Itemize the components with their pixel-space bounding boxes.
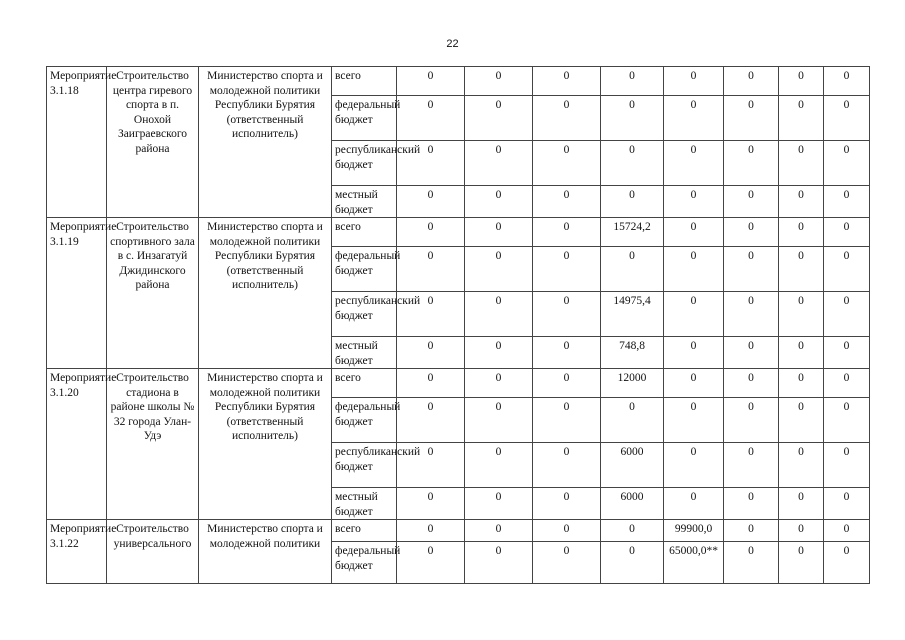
funding-value: 0 [724,96,779,141]
funding-value: 0 [533,96,601,141]
activity-id: Мероприятие 3.1.18 [47,67,107,218]
funding-source: местный бюджет [332,337,397,369]
table-row [47,520,870,542]
activity-name: Строительство спортивного зала в с. Инзагатуй Джидинского района [107,218,199,369]
funding-value: 0 [465,186,533,218]
activity-name: Строительство центра гиревого спорта в п. Онохой Заиграевского района [107,67,199,218]
funding-value: 0 [779,141,824,186]
funding-value: 0 [724,542,779,584]
funding-source: всего [332,67,397,96]
funding-value: 0 [779,96,824,141]
funding-source: федеральный бюджет [332,398,397,443]
funding-value: 0 [601,186,664,218]
funding-value: 0 [601,520,664,542]
funding-value: 0 [533,369,601,398]
funding-value: 0 [397,96,465,141]
funding-value: 0 [465,398,533,443]
funding-value: 0 [724,186,779,218]
funding-value: 0 [397,520,465,542]
funding-value: 0 [601,67,664,96]
funding-value: 0 [779,542,824,584]
funding-value: 0 [824,369,870,398]
funding-value: 0 [465,337,533,369]
table-row [47,369,870,398]
activity-executor: Министерство спорта и молодежной политики Республики Бурятия (ответственный исполнитель) [199,369,332,520]
funding-value: 0 [824,218,870,247]
funding-value: 0 [824,337,870,369]
funding-value: 0 [824,520,870,542]
funding-value: 0 [724,218,779,247]
funding-value: 0 [397,369,465,398]
funding-value: 0 [465,369,533,398]
funding-value: 0 [397,542,465,584]
funding-value: 0 [724,369,779,398]
funding-value: 6000 [601,443,664,488]
funding-value: 0 [397,292,465,337]
page-number: 22 [446,38,459,50]
funding-value: 0 [664,292,724,337]
funding-value: 0 [397,247,465,292]
funding-value: 0 [779,398,824,443]
funding-value: 0 [533,443,601,488]
funding-value: 0 [724,67,779,96]
funding-value: 0 [779,186,824,218]
funding-source: всего [332,369,397,398]
funding-value: 0 [397,186,465,218]
funding-source: федеральный бюджет [332,542,397,584]
funding-value: 0 [824,67,870,96]
funding-value: 0 [779,337,824,369]
funding-value: 0 [664,488,724,520]
funding-value: 0 [397,67,465,96]
funding-value: 99900,0 [664,520,724,542]
budget-table [46,66,870,584]
funding-value: 0 [465,488,533,520]
funding-value: 0 [824,443,870,488]
funding-value: 0 [664,96,724,141]
funding-value: 0 [664,247,724,292]
funding-value: 0 [397,398,465,443]
funding-value: 0 [664,369,724,398]
funding-source: республиканский бюджет [332,292,397,337]
funding-source: республиканский бюджет [332,443,397,488]
budget-table-wrapper [46,66,870,584]
funding-value: 0 [601,96,664,141]
funding-value: 0 [664,443,724,488]
funding-value: 0 [533,218,601,247]
funding-value: 0 [824,96,870,141]
funding-value: 0 [724,398,779,443]
activity-executor: Министерство спорта и молодежной политики Республики Бурятия (ответственный исполнитель) [199,67,332,218]
funding-value: 0 [533,542,601,584]
funding-value: 0 [824,186,870,218]
funding-value: 0 [601,141,664,186]
funding-value: 0 [533,488,601,520]
funding-value: 0 [724,488,779,520]
funding-source: местный бюджет [332,488,397,520]
funding-value: 0 [664,186,724,218]
funding-value: 0 [533,398,601,443]
funding-value: 0 [779,369,824,398]
funding-value: 0 [779,488,824,520]
funding-source: федеральный бюджет [332,247,397,292]
funding-value: 0 [397,488,465,520]
funding-value: 0 [533,520,601,542]
funding-source: местный бюджет [332,186,397,218]
funding-value: 0 [724,520,779,542]
funding-value: 0 [397,141,465,186]
funding-value: 0 [465,520,533,542]
table-row [47,67,870,96]
funding-value: 0 [824,398,870,443]
funding-value: 0 [533,67,601,96]
funding-value: 6000 [601,488,664,520]
funding-value: 0 [779,520,824,542]
funding-value: 0 [465,542,533,584]
funding-source: всего [332,520,397,542]
funding-value: 0 [779,218,824,247]
funding-value: 0 [664,218,724,247]
funding-value: 0 [724,292,779,337]
funding-value: 0 [724,337,779,369]
funding-value: 0 [397,443,465,488]
funding-source: федеральный бюджет [332,96,397,141]
table-body [47,67,870,584]
funding-value: 0 [533,247,601,292]
funding-value: 0 [779,292,824,337]
funding-value: 0 [465,67,533,96]
activity-name: Строительство стадиона в районе школы № 32 города Улан-Удэ [107,369,199,520]
activity-id: Мероприятие 3.1.20 [47,369,107,520]
funding-value: 15724,2 [601,218,664,247]
funding-value: 0 [533,292,601,337]
funding-value: 0 [397,218,465,247]
funding-value: 748,8 [601,337,664,369]
activity-id: Мероприятие 3.1.19 [47,218,107,369]
funding-value: 0 [533,141,601,186]
funding-value: 0 [724,247,779,292]
funding-value: 0 [533,186,601,218]
funding-value: 0 [465,218,533,247]
funding-value: 0 [465,247,533,292]
funding-value: 0 [779,443,824,488]
activity-executor: Министерство спорта и молодежной политики Республики Бурятия (ответственный исполнитель) [199,218,332,369]
funding-value: 0 [465,141,533,186]
funding-value: 0 [664,337,724,369]
funding-value: 14975,4 [601,292,664,337]
funding-value: 65000,0** [664,542,724,584]
funding-value: 0 [824,141,870,186]
funding-value: 0 [465,292,533,337]
funding-value: 0 [824,247,870,292]
funding-value: 0 [824,542,870,584]
funding-value: 0 [724,443,779,488]
funding-value: 0 [664,398,724,443]
table-row [47,218,870,247]
funding-value: 0 [601,542,664,584]
funding-value: 0 [397,337,465,369]
funding-value: 0 [824,488,870,520]
funding-value: 0 [779,67,824,96]
funding-value: 0 [664,141,724,186]
funding-value: 0 [465,443,533,488]
funding-value: 0 [533,337,601,369]
funding-source: республиканский бюджет [332,141,397,186]
funding-value: 0 [664,67,724,96]
activity-id: Мероприятие 3.1.22 [47,520,107,584]
activity-executor: Министерство спорта и молодежной политики [199,520,332,584]
funding-value: 0 [724,141,779,186]
activity-name: Строительство универсального [107,520,199,584]
funding-source: всего [332,218,397,247]
funding-value: 0 [779,247,824,292]
funding-value: 12000 [601,369,664,398]
funding-value: 0 [601,247,664,292]
funding-value: 0 [465,96,533,141]
funding-value: 0 [824,292,870,337]
funding-value: 0 [601,398,664,443]
